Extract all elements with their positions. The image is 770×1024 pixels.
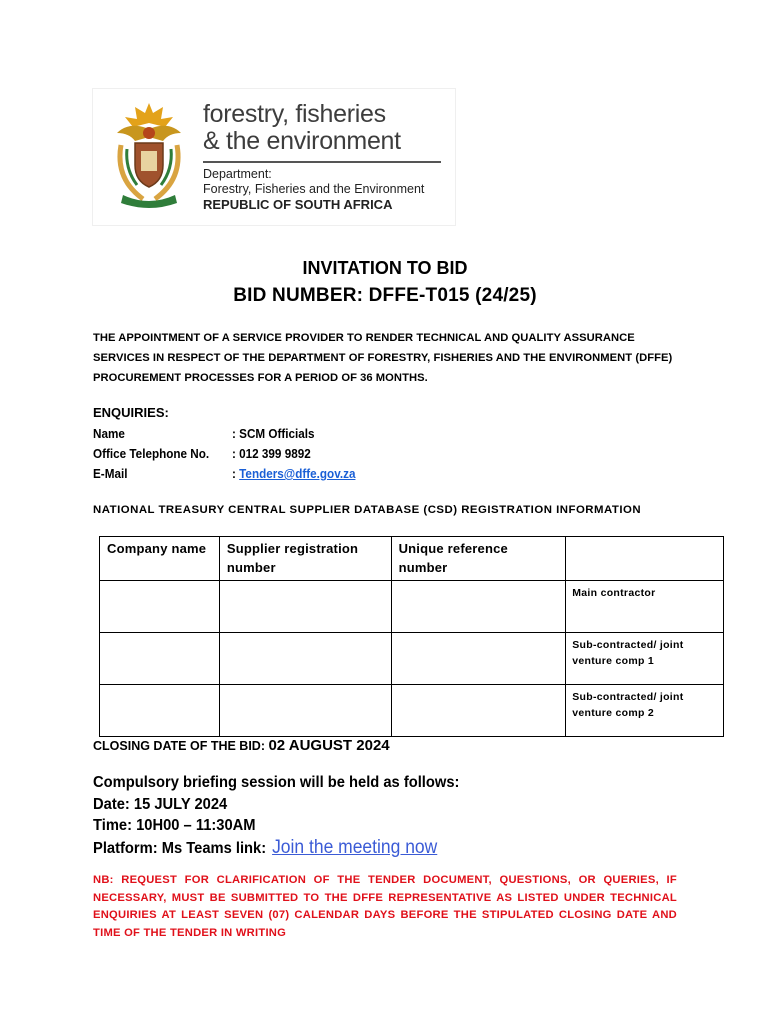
header-supplier-registration: Supplier registration number [219,537,391,581]
logo-title [203,101,401,155]
bid-number: BID NUMBER: DFFE-T015 (24/25) [233,285,537,306]
cell-company-name[interactable] [100,581,220,633]
closing-date-label: CLOSING DATE OF THE BID: [93,739,269,753]
cell-supplier-registration[interactable] [219,633,391,685]
header-company-name: Company name [100,537,220,581]
briefing-date: Date: 15 JULY 2024 [93,796,228,813]
cell-unique-reference[interactable] [391,685,566,737]
email-link[interactable]: Tenders@dffe.gov.za [239,466,356,481]
logo-sub-line2: Forestry, Fisheries and the Environment [203,182,425,196]
table-row [100,633,724,685]
closing-date [93,737,390,755]
phone-value: : 012 399 9892 [232,446,311,461]
briefing-platform [93,837,437,859]
cell-company-name[interactable] [100,633,220,685]
email-label: E-Mail [93,466,128,481]
bid-description: THE APPOINTMENT OF A SERVICE PROVIDER TO RENDER TECHNICAL AND QUALITY ASSURANCE SERVICES IN RESPECT OF THE DEPARTMENT OF FORESTRY, FISHERIES AND THE ENVIRONMENT (DFFE) PROCUREMENT PROCESSES FOR A PERIOD OF 36 MONTHS. [93,332,673,384]
closing-date-value: 02 AUGUST 2024 [268,737,390,754]
logo-title-line2: & the environment [203,127,401,155]
nb-notice: NB: REQUEST FOR CLARIFICATION OF THE TENDER DOCUMENT, QUESTIONS, OR QUERIES, IF NECESSARY, MUST BE SUBMITTED TO THE DFFE REPRESENTATIVE AS LISTED UNDER TECHNICAL ENQUIRIES AT LEAST SEVEN (07) CALENDAR DAYS BEFORE THE STIPULATED CLOSING DATE AND TIME OF THE TENDER IN WRITING [93,874,677,939]
header-unique-reference: Unique reference number [391,537,566,581]
csd-registration-table [99,536,724,737]
email-value [232,466,355,481]
cell-supplier-registration[interactable] [219,685,391,737]
briefing-title: Compulsory briefing session will be held as follows: [93,774,460,791]
coat-of-arms-icon [107,99,191,213]
cell-supplier-registration[interactable] [219,581,391,633]
logo-title-line1: forestry, fisheries [203,100,386,128]
briefing-time: Time: 10H00 – 11:30AM [93,817,256,834]
logo-divider [203,161,441,163]
cell-company-name[interactable] [100,685,220,737]
cell-unique-reference[interactable] [391,633,566,685]
table-header-row [100,537,724,581]
page-title: INVITATION TO BID [302,258,468,278]
csd-title: NATIONAL TREASURY CENTRAL SUPPLIER DATABASE (CSD) REGISTRATION INFORMATION [93,504,642,516]
name-value: : SCM Officials [232,426,315,441]
row-role-sub-contracted-2: Sub-contracted/ joint venture comp 2 [566,685,724,737]
logo-sub-line1: Department: [203,167,272,181]
join-meeting-link[interactable]: Join the meeting now [272,837,438,858]
email-prefix: : [232,466,240,481]
header-role [566,537,724,581]
row-role-main-contractor: Main contractor [566,581,724,633]
table-row [100,581,724,633]
department-logo [92,88,456,226]
cell-unique-reference[interactable] [391,581,566,633]
phone-label: Office Telephone No. [93,446,210,461]
platform-label: Platform: Ms Teams link: [93,840,271,857]
name-label: Name [93,426,125,441]
logo-country: REPUBLIC OF SOUTH AFRICA [203,197,393,212]
logo-department [203,167,424,197]
row-role-sub-contracted-1: Sub-contracted/ joint venture comp 1 [566,633,724,685]
table-row [100,685,724,737]
enquiries-title: ENQUIRIES: [93,405,169,420]
